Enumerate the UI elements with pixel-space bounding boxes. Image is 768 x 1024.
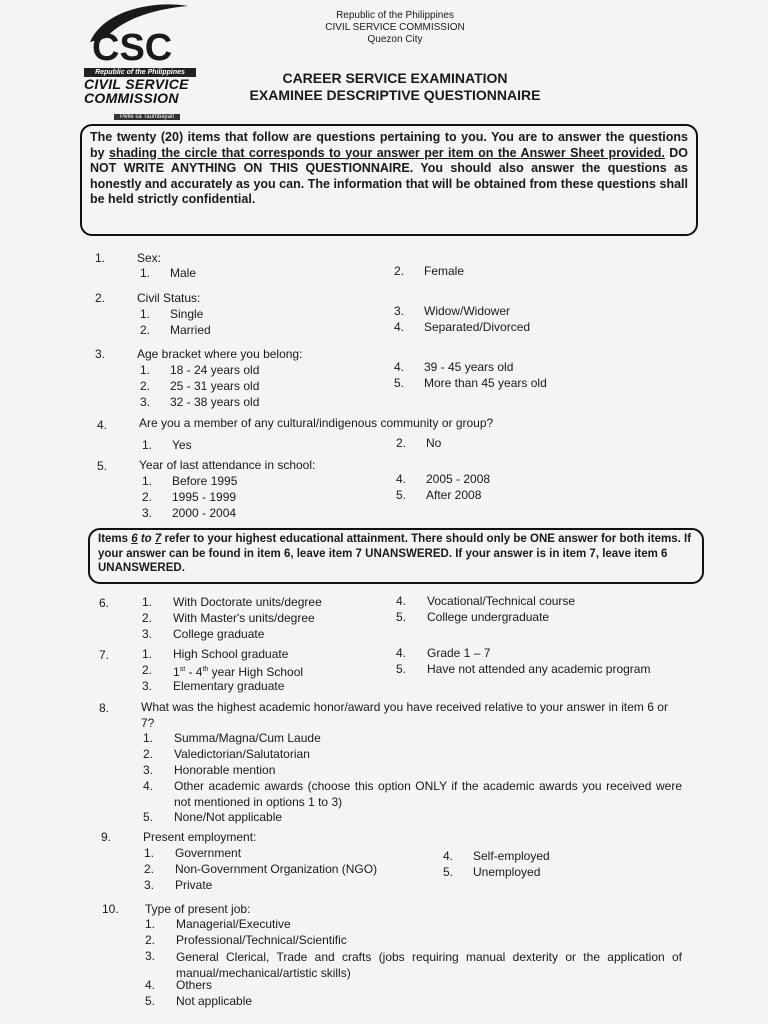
title-line1: CAREER SERVICE EXAMINATION <box>282 70 508 86</box>
q8-opt3-num: 3. <box>143 763 154 777</box>
q10-text: Type of present job: <box>145 902 251 916</box>
q8-text: What was the highest academic honor/award you have received relative to your answer in item 6 or 7? <box>141 700 668 730</box>
q6-opt5-num: 5. <box>396 610 407 624</box>
q6-opt3-num: 3. <box>142 627 153 641</box>
q2-text: Civil Status: <box>137 291 201 305</box>
q10-opt5-num: 5. <box>145 994 156 1008</box>
logo-name-line1: CIVIL SERVICE <box>84 76 189 92</box>
agency-line3: Quezon City <box>367 34 423 45</box>
q4-text: Are you a member of any cultural/indigenous community or group? <box>139 416 494 430</box>
q7-opt2-b: - 4 <box>185 665 203 679</box>
q7-opt5: Have not attended any academic program <box>427 662 651 676</box>
note-c: to <box>137 533 155 545</box>
q5-opt2-num: 2. <box>142 490 153 504</box>
q1-number: 1. <box>95 251 106 265</box>
q7-opt2-num: 2. <box>142 663 153 677</box>
q5-opt5: After 2008 <box>426 488 482 502</box>
q2-opt3-num: 3. <box>394 304 405 318</box>
q10-opt2-num: 2. <box>145 933 156 947</box>
q9-opt4-num: 4. <box>443 849 454 863</box>
q3-opt5: More than 45 years old <box>424 376 547 390</box>
q2-opt1-num: 1. <box>140 307 151 321</box>
logo-motto: Pefie sa Taumbayan <box>114 114 180 120</box>
q7-opt2-a: 1 <box>173 665 180 679</box>
note-a: Items <box>98 533 132 545</box>
q10-opt2: Professional/Technical/Scientific <box>176 933 347 947</box>
agency-line1: Republic of the Philippines <box>336 10 454 21</box>
q6-opt2: With Master's units/degree <box>173 611 315 625</box>
logo-name-line2: COMMISSION <box>84 90 179 106</box>
q4-opt2-num: 2. <box>396 436 407 450</box>
q9-opt5: Unemployed <box>473 865 541 879</box>
q3-opt1-num: 1. <box>140 363 151 377</box>
q5-opt3: 2000 - 2004 <box>172 506 237 520</box>
q9-text: Present employment: <box>143 830 257 844</box>
q7-opt3-num: 3. <box>142 679 153 693</box>
q9-number: 9. <box>101 830 112 844</box>
agency-header <box>300 10 490 46</box>
q4-opt1-num: 1. <box>142 438 153 452</box>
q6-opt4-num: 4. <box>396 594 407 608</box>
q8-opt4: Other academic awards (choose this option ONLY if the academic awards you received were not mentioned in options 1 to 3) <box>174 779 682 809</box>
q7-opt3: Elementary graduate <box>173 679 285 693</box>
q6-number: 6. <box>99 596 110 610</box>
q8-opt5: None/Not applicable <box>174 810 283 824</box>
q3-opt5-num: 5. <box>394 376 405 390</box>
q2-opt3: Widow/Widower <box>424 304 511 318</box>
note-e: refer to your highest educational attainment. There should only be ONE answer for both items. If your answer can be found in item 6, leave item 7 UNANSWERED. If your answer is in item 7, leave item 6 UNANSWERED. <box>98 533 692 574</box>
q3-opt2: 25 - 31 years old <box>170 379 260 393</box>
q4-opt1: Yes <box>172 438 192 452</box>
q7-opt5-num: 5. <box>396 662 407 676</box>
q8-opt4-num: 4. <box>143 779 154 793</box>
csc-logo-mark <box>84 4 194 66</box>
q5-opt4: 2005 - 2008 <box>426 472 491 486</box>
q5-opt4-num: 4. <box>396 472 407 486</box>
title-line2: EXAMINEE DESCRIPTIVE QUESTIONNAIRE <box>249 87 541 103</box>
q8-opt1: Summa/Magna/Cum Laude <box>174 731 321 745</box>
q3-opt3: 32 - 38 years old <box>170 395 260 409</box>
q10-opt4: Others <box>176 978 213 992</box>
q10-opt1: Managerial/Executive <box>176 917 291 931</box>
q3-number: 3. <box>95 347 106 361</box>
instructions-box <box>80 124 698 236</box>
note-item7: 7 <box>154 533 162 545</box>
q10-opt4-num: 4. <box>145 978 156 992</box>
education-note-box <box>88 528 704 584</box>
q4-opt2: No <box>426 436 442 450</box>
q8-number: 8. <box>99 701 110 715</box>
q9-opt5-num: 5. <box>443 865 454 879</box>
q8-opt1-num: 1. <box>143 731 154 745</box>
q5-opt1: Before 1995 <box>172 474 238 488</box>
logo-acronym: CSC <box>92 27 173 66</box>
q7-opt1: High School graduate <box>173 647 289 661</box>
q1-opt2-num: 2. <box>394 264 405 278</box>
q6-opt4: Vocational/Technical course <box>427 594 576 608</box>
instructions-underlined: shading the circle that corresponds to your answer per item on the Answer Sheet provided. <box>109 145 665 160</box>
q10-opt5: Not applicable <box>176 994 253 1008</box>
q7-number: 7. <box>99 648 110 662</box>
q8-opt2-num: 2. <box>143 747 154 761</box>
q9-opt4: Self-employed <box>473 849 550 863</box>
q7-opt4-num: 4. <box>396 646 407 660</box>
q2-opt4-num: 4. <box>394 320 405 334</box>
instructions-part3: DO NOT WRITE ANYTHING ON THIS QUESTIONNAIRE. You should also answer the questions as honestly and accurately as you can. The information that will be obtained from these questions shall be held strictly confidential. <box>90 145 688 206</box>
q3-opt2-num: 2. <box>140 379 151 393</box>
q1-text: Sex: <box>137 251 162 265</box>
document-title <box>230 70 560 104</box>
q2-number: 2. <box>95 291 106 305</box>
q3-opt3-num: 3. <box>140 395 151 409</box>
q5-opt1-num: 1. <box>142 474 153 488</box>
q10-opt1-num: 1. <box>145 917 156 931</box>
q10-opt3: General Clerical, Trade and crafts (jobs requiring manual dexterity or the application of manual/mechanical/artistic skills) <box>176 950 682 980</box>
q5-opt2: 1995 - 1999 <box>172 490 237 504</box>
q5-number: 5. <box>97 459 108 473</box>
q3-text: Age bracket where you belong: <box>137 347 303 361</box>
q1-opt1: Male <box>170 266 197 280</box>
q9-opt1-num: 1. <box>144 846 155 860</box>
q2-opt2-num: 2. <box>140 323 151 337</box>
q4-number: 4. <box>97 418 108 432</box>
agency-line2: CIVIL SERVICE COMMISSION <box>325 22 465 33</box>
note-item6: 6 <box>131 533 138 545</box>
q6-opt5: College undergraduate <box>427 610 550 624</box>
q5-opt5-num: 5. <box>396 488 407 502</box>
q2-opt4: Separated/Divorced <box>424 320 531 334</box>
q3-opt1: 18 - 24 years old <box>170 363 260 377</box>
q5-text: Year of last attendance in school: <box>139 458 316 472</box>
csc-logo <box>84 4 202 123</box>
logo-band: Republic of the Philippines <box>84 68 196 77</box>
q10-opt3-num: 3. <box>145 949 156 963</box>
q8-opt5-num: 5. <box>143 810 154 824</box>
q7-opt2-c: year High School <box>208 665 304 679</box>
q3-opt4: 39 - 45 years old <box>424 360 514 374</box>
q9-opt2-num: 2. <box>144 862 155 876</box>
q1-opt2: Female <box>424 264 465 278</box>
q7-opt4: Grade 1 – 7 <box>427 646 491 660</box>
q6-opt1-num: 1. <box>142 595 153 609</box>
instructions-part1: The twenty (20) items that follow are questions pertaining to you. You are to answer the questions by <box>90 130 688 160</box>
q7-opt1-num: 1. <box>142 647 153 661</box>
q9-opt3-num: 3. <box>144 878 155 892</box>
q2-opt1: Single <box>170 307 204 321</box>
q2-opt2: Married <box>170 323 211 337</box>
q8-opt2: Valedictorian/Salutatorian <box>174 747 310 761</box>
q9-opt2: Non-Government Organization (NGO) <box>175 862 378 876</box>
q6-opt1: With Doctorate units/degree <box>173 595 322 609</box>
q1-opt1-num: 1. <box>140 266 151 280</box>
q6-opt3: College graduate <box>173 627 265 641</box>
q10-number: 10. <box>102 902 119 916</box>
q7-opt2-sup2: th <box>202 666 209 673</box>
q6-opt2-num: 2. <box>142 611 153 625</box>
q7-opt2-sup1: st <box>179 666 186 673</box>
q5-opt3-num: 3. <box>142 506 153 520</box>
q9-opt1: Government <box>175 846 242 860</box>
q8-opt3: Honorable mention <box>174 763 276 777</box>
q9-opt3: Private <box>175 878 213 892</box>
q3-opt4-num: 4. <box>394 360 405 374</box>
